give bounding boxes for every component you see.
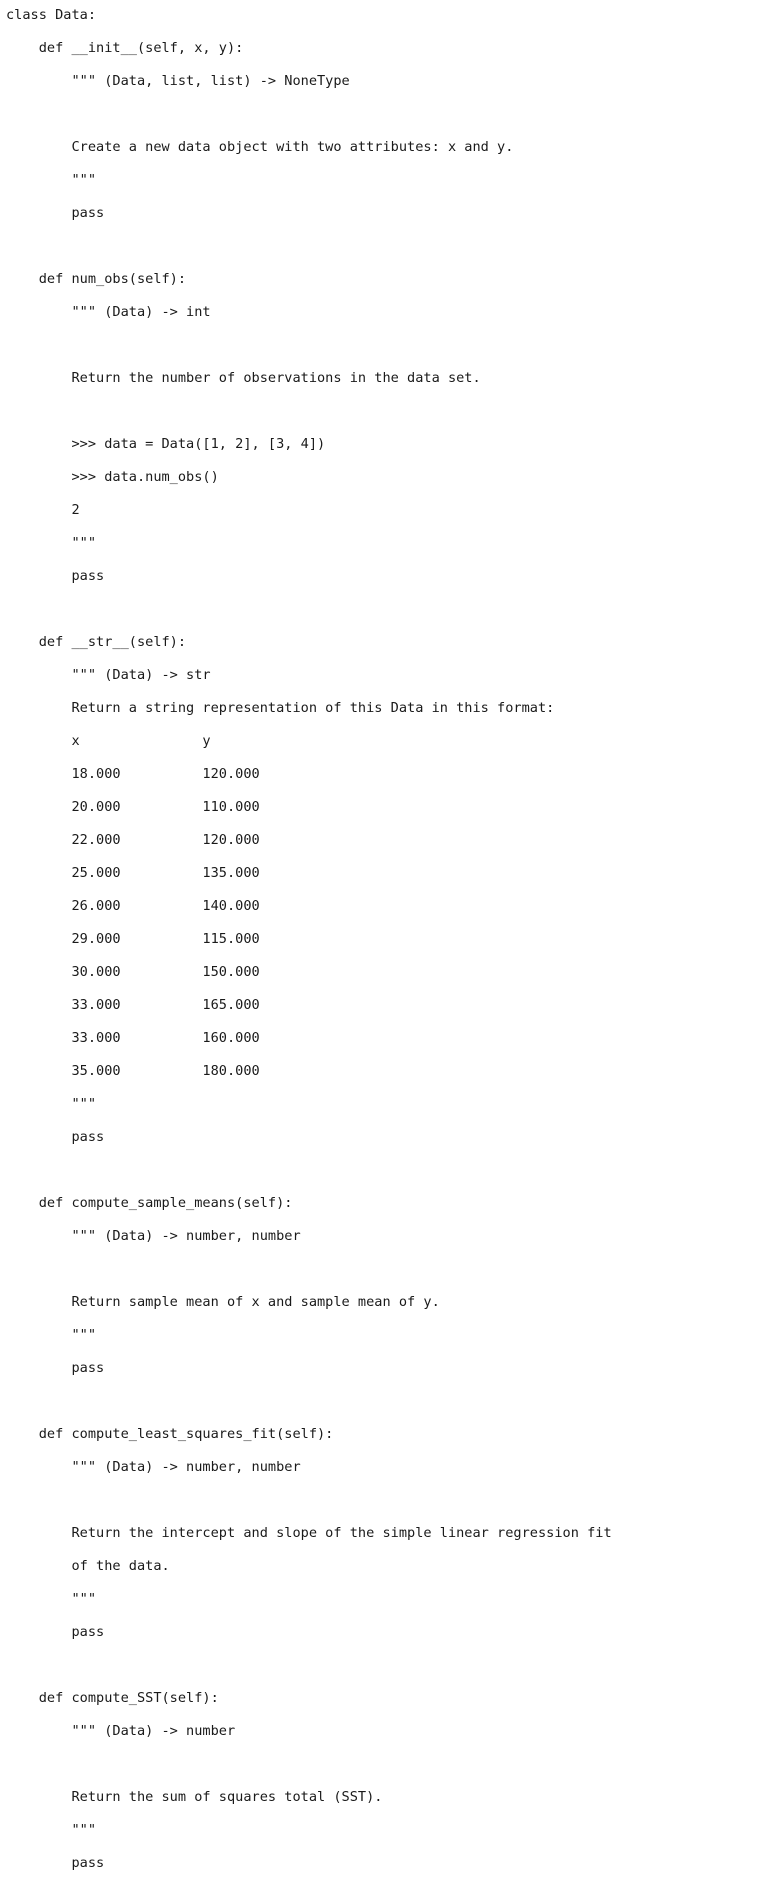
- code-line: def compute_least_squares_fit(self):: [6, 1426, 334, 1442]
- code-line: [6, 1492, 612, 1509]
- code-line: Return the sum of squares total (SST).: [6, 1789, 383, 1805]
- code-line: def compute_SST(self):: [6, 1690, 219, 1706]
- code-line: [6, 403, 612, 420]
- code-line: 33.000 165.000: [6, 997, 260, 1013]
- code-line: Create a new data object with two attributes: x and y.: [6, 139, 514, 155]
- code-line: >>> data.num_obs(): [6, 469, 219, 485]
- code-line: 29.000 115.000: [6, 931, 260, 947]
- code-line: 20.000 110.000: [6, 799, 260, 815]
- code-line: """ (Data) -> number: [6, 1723, 236, 1739]
- code-line: """: [6, 1096, 97, 1112]
- code-line: 26.000 140.000: [6, 898, 260, 914]
- code-line: Return the number of observations in the data set.: [6, 370, 481, 386]
- code-line: 25.000 135.000: [6, 865, 260, 881]
- code-line: """ (Data) -> str: [6, 667, 211, 683]
- code-line: 33.000 160.000: [6, 1030, 260, 1046]
- code-line: of the data.: [6, 1558, 170, 1574]
- code-line: pass: [6, 568, 105, 584]
- code-listing: [6, 7, 612, 1888]
- code-line: class Data:: [6, 7, 97, 23]
- code-line: """ (Data, list, list) -> NoneType: [6, 73, 350, 89]
- code-line: """ (Data) -> number, number: [6, 1228, 301, 1244]
- code-line: [6, 337, 612, 354]
- code-line: 22.000 120.000: [6, 832, 260, 848]
- code-line: [6, 1393, 612, 1410]
- code-line: [6, 1261, 612, 1278]
- code-line: [6, 1657, 612, 1674]
- code-line: >>> data = Data([1, 2], [3, 4]): [6, 436, 326, 452]
- code-line: def num_obs(self):: [6, 271, 187, 287]
- code-line: """: [6, 535, 97, 551]
- code-line: pass: [6, 1360, 105, 1376]
- code-line: """ (Data) -> number, number: [6, 1459, 301, 1475]
- code-line: def __init__(self, x, y):: [6, 40, 244, 56]
- code-line: """: [6, 1822, 97, 1838]
- code-line: pass: [6, 1855, 105, 1871]
- code-line: Return sample mean of x and sample mean of y.: [6, 1294, 440, 1310]
- code-line: pass: [6, 1624, 105, 1640]
- code-line: """: [6, 1591, 97, 1607]
- code-line: """ (Data) -> int: [6, 304, 211, 320]
- code-line: def __str__(self):: [6, 634, 187, 650]
- code-line: 35.000 180.000: [6, 1063, 260, 1079]
- code-line: Return a string representation of this Data in this format:: [6, 700, 555, 716]
- code-line: [6, 1756, 612, 1773]
- code-line: 18.000 120.000: [6, 766, 260, 782]
- code-line: pass: [6, 205, 105, 221]
- code-line: def compute_sample_means(self):: [6, 1195, 293, 1211]
- code-line: 2: [6, 502, 80, 518]
- code-line: [6, 238, 612, 255]
- code-line: Return the intercept and slope of the simple linear regression fit: [6, 1525, 612, 1541]
- code-line: [6, 1162, 612, 1179]
- code-line: """: [6, 172, 97, 188]
- code-line: 30.000 150.000: [6, 964, 260, 980]
- code-line: """: [6, 1327, 97, 1343]
- code-line: pass: [6, 1129, 105, 1145]
- code-line: [6, 601, 612, 618]
- code-line: x y: [6, 733, 211, 749]
- code-line: [6, 106, 612, 123]
